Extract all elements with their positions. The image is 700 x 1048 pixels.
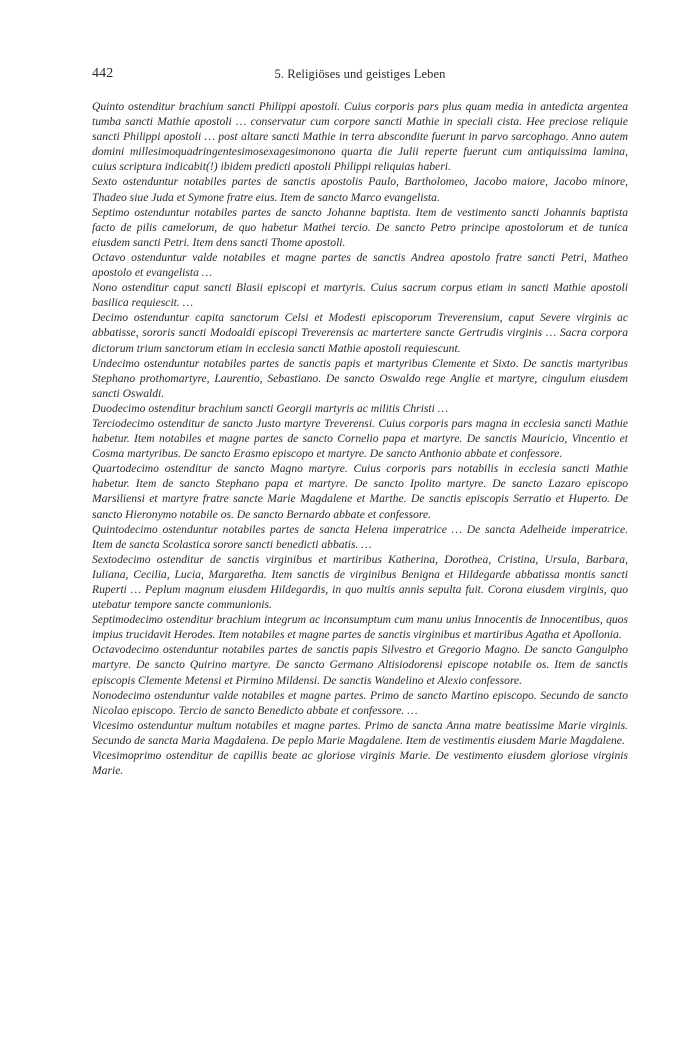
- paragraph-nono: Nono ostenditur caput sancti Blasii episcopi et martyris. Cuius sacrum corpus etiam in sancti Mathie apostoli basilica requiescit. …: [92, 281, 628, 310]
- paragraph-octavo: Octavo ostenduntur valde notabiles et magne partes de sanctis Andrea apostolo fratre sancti Petri, Matheo apostolo et evangelista …: [92, 250, 628, 280]
- paragraph-sextodecimo: Sextodecimo ostenditur de sanctis virginibus et martiribus Katherina, Dorothea, Cristina, Ursula, Barbara, Iuliana, Cecilia, Lucia, Margaretha. Item sanctis de virginibus Benigna et Hildegarde abbatissa montis sancti Ruperti … Peplum magnum eiusdem Hildegardis, in quo multis annis sepulta fuit. Corona eiusdem virginis, quo utebatur tempore sancte communionis.: [92, 552, 628, 612]
- page-body: [92, 99, 628, 778]
- paragraph-septimo: Septimo ostenduntur notabiles partes de sancto Johanne baptista. Item de vestimento sancti Johannis baptista facto de pilis camelorum, de quo habetur Mathei tercio. De sancto Petro principe apostolorum et de tunica eiusdem sancti Petri. Item dens sancti Thome apostoli.: [92, 205, 628, 249]
- paragraph-undecimo: Undecimo ostenduntur notabiles partes de sanctis papis et martyribus Clemente et Sixto. De sanctis martyribus Stephano prothomartyre, Laurentio, Sebastiano. De sancto Oswaldo rege Anglie et martyre, cingulum eiusdem sancti Oswaldi.: [92, 356, 628, 400]
- paragraph-quartodecimo: Quartodecimo ostenditur de sancto Magno martyre. Cuius corporis pars notabilis in ecclesia sancti Mathie habetur. Item de sancto Stephano papa et martyre. De sancto Ipolito martyre. De sancto Lazaro episcopo Marsiliensi et martyre fratre sancte Marie Magdalene et Marthe. De sanctis episcopis Serratio et Huperto. De sancto Hieronymo notabile os. De sancto Bernardo abbate et confessore.: [92, 462, 628, 521]
- paragraph-vicesimo: Vicesimo ostenduntur multum notabiles et magne partes. Primo de sancta Anna matre beatissime Marie virginis. Secundo de sancta Maria Magdalena. De peplo Marie Magdalene. Item de vestimentis eiusdem Marie Magdalene.: [92, 718, 628, 747]
- paragraph-terciodecimo: Terciodecimo ostenditur de sancto Justo martyre Treverensi. Cuius corporis pars magna in ecclesia sancti Mathie habetur. Item notabiles et magne partes de sancto Cornelio papa et martyre. De sanctis Mauricio, Vincentio et Cosma martyribus. De sancto Erasmo episcopo et martyre. De sancto Anthonio abbate et confessore.: [92, 416, 628, 461]
- page-number: 442: [92, 66, 114, 81]
- paragraph-nonodecimo: Nonodecimo ostenduntur valde notabiles et magne partes. Primo de sancto Martino episcopo. Secundo de sancto Nicolao episcopo. Tercio de sancto Benedicto abbate et confessore. …: [92, 688, 628, 717]
- paragraph-decimo: Decimo ostenduntur capita sanctorum Celsi et Modesti episcoporum Treverensium, caput Severe virginis ac abbatisse, sororis sancti Modoaldi episcopi Treverensis ac martertere sancte Gertrudis virginis … Sacra corpora dictorum trium sanctorum etiam in ecclesia sancti Mathie apostoli requiescunt.: [92, 311, 628, 355]
- page-header: [92, 66, 628, 88]
- paragraph-quintodecimo: Quintodecimo ostenduntur notabiles partes de sancta Helena imperatrice … De sancta Adelheide imperatrice. Item de sancta Scolastica sorore sancti benedicti abbatis. …: [92, 522, 628, 551]
- paragraph-duodecimo: Duodecimo ostenditur brachium sancti Georgii martyris ac militis Christi …: [92, 401, 449, 415]
- book-page: [92, 66, 628, 778]
- paragraph-octavodecimo: Octavodecimo ostenduntur notabiles partes de sanctis papis Silvestro et Gregorio Magno. De sancto Gangulpho martyre. De sancto Quirino martyre. De sancto Germano Altisiodorensi episcope notabile os. Item de sanctis episcopis Clemente Metensi et Pirmino Mildensi. De sanctis Wandelino et Alexio confessore.: [92, 643, 628, 687]
- paragraph-septimodecimo: Septimodecimo ostenditur brachium integrum ac inconsumptum cum manu unius Innocentis de Innocentibus, quos impius trucidavit Herodes. Item notabiles et magne partes de sanctis virginibus et martiribus Agatha et Apollonia.: [92, 613, 628, 642]
- paragraph-vicesimoprimo: Vicesimoprimo ostenditur de capillis beate ac gloriose virginis Marie. De vestimento eiusdem gloriose virginis Marie.: [92, 749, 628, 778]
- running-head: 5. Religiöses und geistiges Leben: [274, 67, 446, 81]
- paragraph-quinto: Quinto ostenditur brachium sancti Philippi apostoli. Cuius corporis pars plus quam media in antedicta argentea tumba sancti Mathie apostoli … conservatur cum corpore sancti Mathie in speciali cista. Hee preciose reliquie sancti Philippi apostoli … post altare sancti Mathie in terra abscondite fuerunt in parvo sarcophago. Anno autem domini millesimoquadringentesimosexagesimonono quarta die Julii reperte fuerunt cum antiquissima lamina, cuius scriptura indicabit(!) ibidem predicti apostoli Philippi reliquias haberi.: [92, 100, 628, 174]
- paragraph-sexto: Sexto ostenduntur notabiles partes de sanctis apostolis Paulo, Bartholomeo, Jacobo maiore, Jacobo minore, Thadeo siue Juda et Symone fratre eius. Item de sancto Marco evangelista.: [92, 175, 628, 204]
